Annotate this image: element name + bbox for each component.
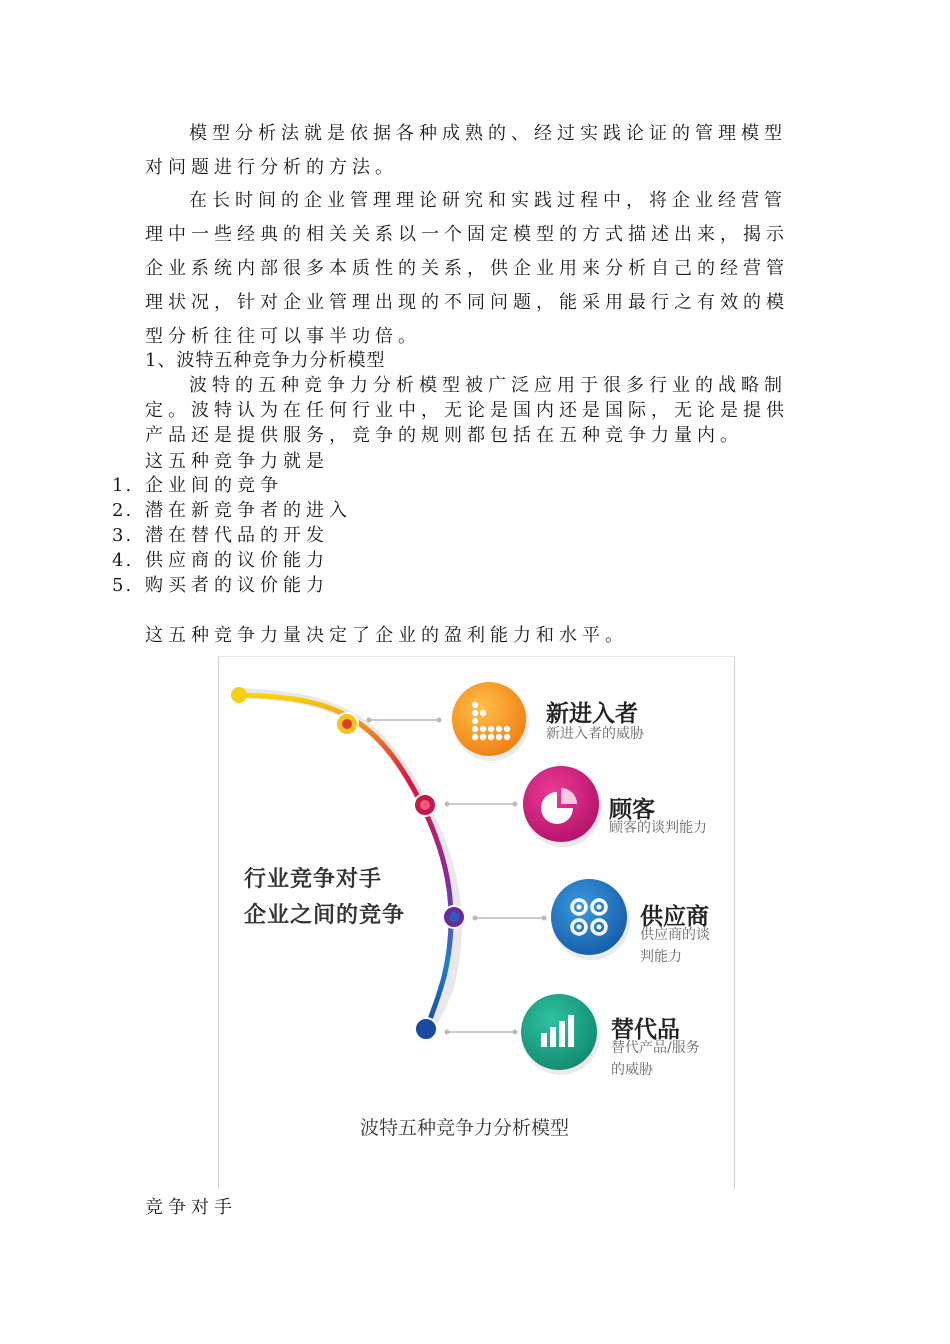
item-sub-suppliers-2: 判能力 [640,949,682,965]
list-item: 3. 潜在替代品的开发 [112,525,329,546]
grid-circles-icon [551,879,630,960]
paragraph-forces-are: 这五种竞争力就是 [145,451,329,472]
paragraph-forces-determine: 这五种竞争力量决定了企业的盈利能力和水平。 [145,625,628,646]
item-sub-customers: 顾客的谈判能力 [609,820,707,836]
section-heading: 1、波特五种竞争力分析模型 [145,350,386,371]
item-title-suppliers: 供应商 [640,904,709,930]
list-item: 5. 购买者的议价能力 [112,575,329,596]
node-dot-4 [415,1018,437,1040]
figure-caption: 波特五种竞争力分析模型 [360,1117,570,1139]
forces-list [112,473,352,598]
item-sub-substitutes-2: 的威胁 [611,1062,653,1078]
blocks-icon [452,682,529,761]
list-item: 4. 供应商的议价能力 [112,550,329,571]
list-item: 2. 潜在新竞争者的进入 [112,500,352,521]
item-sub-new-entrants: 新进入者的威胁 [546,726,644,742]
left-label-line2: 企业之间的竞争 [244,903,406,928]
item-title-customers: 顾客 [609,797,655,823]
list-item: 1. 企业间的竞争 [112,475,283,496]
bars-icon [521,994,600,1075]
paragraph-model-analysis: 模型分析法就是依据各种成熟的、经过实践论证的管理模型对问题进行分析的方法。 [145,123,787,178]
paragraph-competitors: 竞争对手 [145,1197,237,1218]
paragraph-management-models: 在长时间的企业管理理论研究和实践过程中，将企业经营管理中一些经典的相关关系以一个固定模型的方式描述出来，揭示企业系统内部很多本质性的关系，供企业用来分析自己的经营管理状况，针对企业管理出现的不同问题，能采用最行之有效的模型分析往往可以事半功倍。 [145,190,789,347]
item-title-substitutes: 替代品 [611,1017,680,1043]
item-title-new-entrants: 新进入者 [546,701,638,727]
item-sub-suppliers-1: 供应商的谈 [640,927,710,943]
left-label-line1: 行业竞争对手 [244,867,383,892]
item-sub-substitutes-1: 替代产品/服务 [611,1040,700,1056]
paragraph-porter-intro: 波特的五种竞争力分析模型被广泛应用于很多行业的战略制定。波特认为在任何行业中，无论是国内还是国际，无论是提供产品还是提供服务，竞争的规则都包括在五种竞争力量内。 [145,375,789,446]
pie-icon [523,766,602,847]
arc-start-dot [231,687,247,703]
